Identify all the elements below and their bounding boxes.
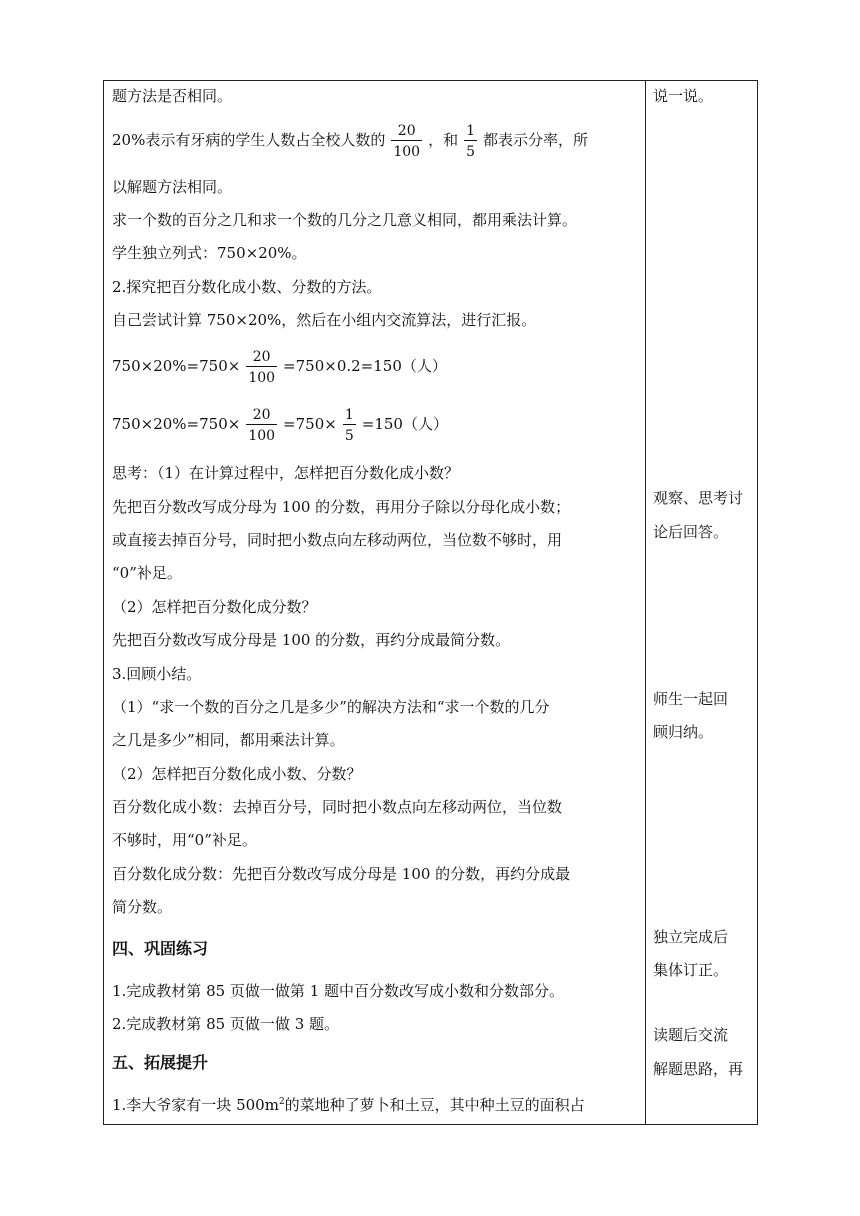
text-line: 以解题方法相同。 bbox=[112, 178, 233, 196]
activity-note: 独立完成后 bbox=[653, 928, 729, 946]
activity-note: 观察、思考讨 bbox=[653, 489, 744, 507]
fraction: $\frac{20}{100}$ bbox=[248, 348, 276, 386]
text-line: （2）怎样把百分数化成小数、分数？ bbox=[112, 765, 362, 783]
text-line: 简分数。 bbox=[112, 898, 173, 916]
text-line: 不够时，用“0”补足。 bbox=[112, 831, 257, 849]
activity-note: 读题后交流 bbox=[653, 1026, 729, 1044]
text-line: 1.李大爷家有一块 $500m^2$的菜地种了萝卜和土豆，其中种土豆的面积占 bbox=[112, 1096, 585, 1114]
activity-note: 说一说。 bbox=[653, 87, 714, 105]
fraction: $\frac{1}{5}$ bbox=[344, 406, 354, 444]
activity-note: 解题思路，再 bbox=[653, 1060, 744, 1078]
section-heading: 四、巩固练习 bbox=[112, 939, 209, 958]
text-line: 之几是多少”相同，都用乘法计算。 bbox=[112, 731, 345, 749]
fraction: $\frac{20}{100}$ bbox=[393, 122, 421, 160]
text-line: （2）怎样把百分数化成分数？ bbox=[112, 598, 317, 616]
text-line: 2.探究把百分数化成小数、分数的方法。 bbox=[112, 278, 382, 296]
activity-note: 顾归纳。 bbox=[653, 723, 714, 741]
text-line: 百分数化成小数：去掉百分号，同时把小数点向左移动两位，当位数 bbox=[112, 798, 563, 816]
text-line: “0”补足。 bbox=[112, 564, 182, 582]
activity-note: 集体订正。 bbox=[653, 961, 729, 979]
text-line: 先把百分数改写成分母为 100 的分数，再用分子除以分母化成小数； bbox=[112, 498, 571, 516]
text-line: 自己尝试计算 750×20%，然后在小组内交流算法，进行汇报。 bbox=[112, 311, 537, 329]
text-line: 3.回顾小结。 bbox=[112, 665, 202, 683]
fraction: $\frac{20}{100}$ bbox=[248, 406, 276, 444]
column-divider bbox=[645, 80, 646, 1125]
text-line: 或直接去掉百分号，同时把小数点向左移动两位，当位数不够时，用 bbox=[112, 531, 563, 549]
text-line: 学生独立列式：750×20%。 bbox=[112, 244, 307, 262]
equation-line: 750×20%=750× $\frac{20}{100}$ =750× $\frac{1}{5}$ =150（人） bbox=[112, 406, 448, 444]
section-heading: 五、拓展提升 bbox=[112, 1053, 209, 1072]
text-line-with-fractions: 20%表示有牙病的学生人数占全校人数的 $\frac{20}{100}$ ，和 $\frac{1}{5}$ 都表示分率，所 bbox=[112, 122, 589, 160]
text-line: 2.完成教材第 85 页做一做 3 题。 bbox=[112, 1015, 340, 1033]
text-line: 百分数化成分数：先把百分数改写成分母是 100 的分数，再约分成最 bbox=[112, 865, 571, 883]
activity-note: 论后回答。 bbox=[653, 523, 729, 541]
text-line: 求一个数的百分之几和求一个数的几分之几意义相同，都用乘法计算。 bbox=[112, 211, 578, 229]
fraction: $\frac{1}{5}$ bbox=[466, 122, 476, 160]
text-line: （1）“求一个数的百分之几是多少”的解决方法和“求一个数的几分 bbox=[112, 698, 550, 716]
text-line: 先把百分数改写成分母是 100 的分数，再约分成最简分数。 bbox=[112, 631, 511, 649]
equation-line: 750×20%=750× $\frac{20}{100}$ =750×0.2=150（人） bbox=[112, 348, 447, 386]
text-line: 思考：（1）在计算过程中，怎样把百分数化成小数？ bbox=[112, 464, 460, 482]
text-line: 题方法是否相同。 bbox=[112, 87, 233, 105]
activity-note: 师生一起回 bbox=[653, 690, 729, 708]
text-line: 1.完成教材第 85 页做一做第 1 题中百分数改写成小数和分数部分。 bbox=[112, 982, 565, 1000]
